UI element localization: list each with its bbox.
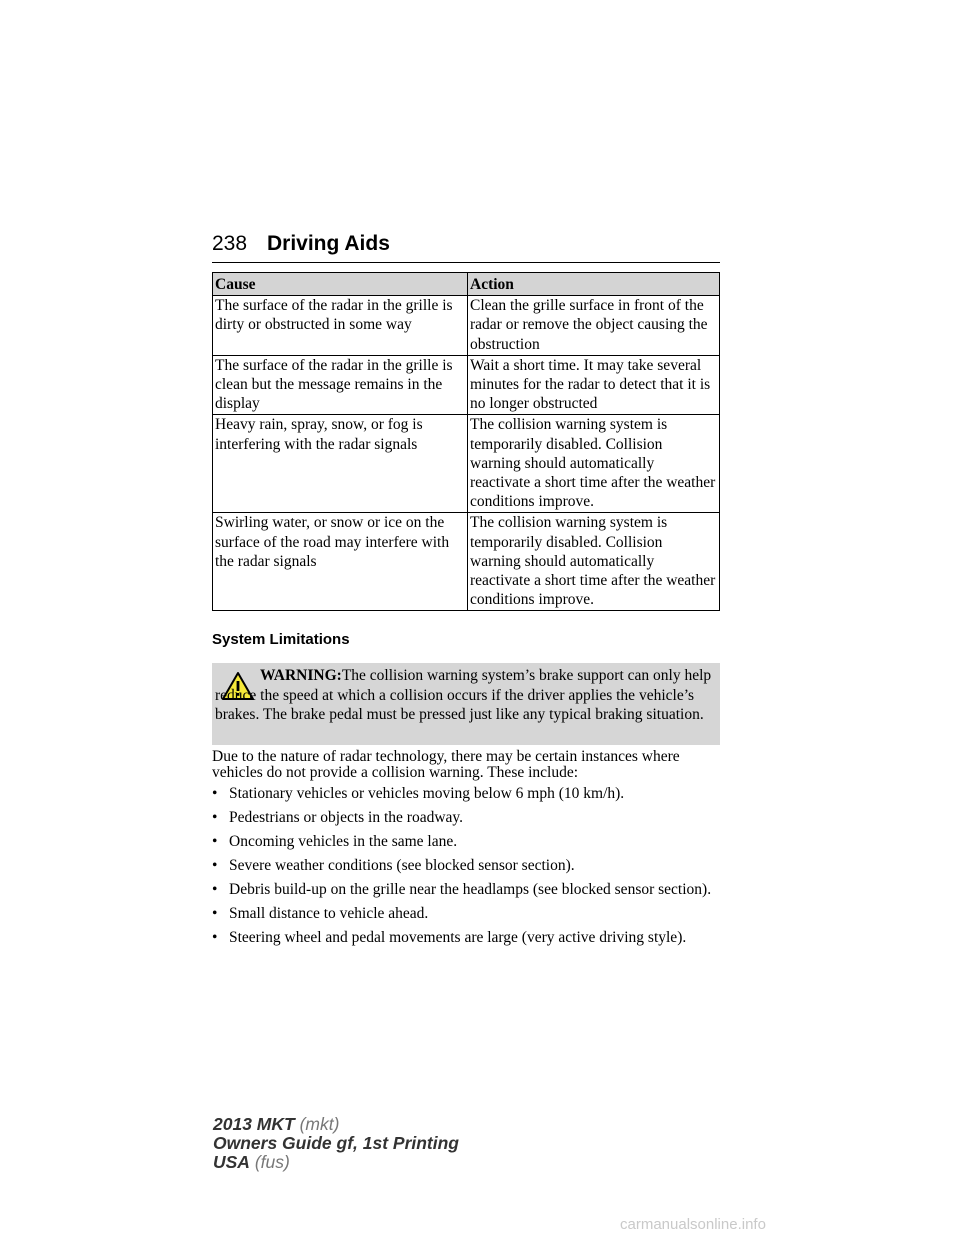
column-header-cause: Cause (213, 273, 468, 296)
bullet-icon: • (212, 929, 218, 946)
bullet-icon: • (212, 905, 218, 922)
section-heading-system-limitations: System Limitations (212, 631, 350, 648)
print-footer (213, 1115, 459, 1172)
footer-line-2 (213, 1134, 459, 1153)
bullet-icon: • (212, 785, 218, 802)
table-row (213, 513, 720, 611)
list-item-text: Debris build-up on the grille near the headlamps (see blocked sensor section). (229, 881, 712, 898)
bullet-icon: • (212, 857, 218, 874)
table-header-row (213, 273, 720, 296)
list-item-text: Small distance to vehicle ahead. (229, 905, 429, 922)
warning-body: The collision warning system’s brake support can only help reduce the speed at which a collision occurs if the driver applies the vehicle’s brakes. The brake pedal must be pressed just like any typical braking situation. (215, 667, 712, 723)
column-header-action: Action (468, 273, 720, 296)
list-item (212, 906, 722, 922)
action-cell: Wait a short time. It may take several minutes for the radar to detect that it is no longer obstructed (468, 355, 720, 415)
bullet-icon: • (212, 833, 218, 850)
intro-paragraph: Due to the nature of radar technology, there may be certain instances where vehicles do not provide a collision warning. These include: (212, 748, 680, 781)
footer-model-code-text: (mkt) (299, 1114, 340, 1134)
watermark: carmanualsonline.info (620, 1216, 766, 1233)
table-row (213, 355, 720, 415)
list-item (212, 810, 722, 826)
footer-model-code (295, 1114, 340, 1134)
cause-cell: The surface of the radar in the grille is dirty or obstructed in some way (213, 296, 468, 356)
warning-box (212, 663, 720, 745)
list-item-text: Steering wheel and pedal movements are large (very active driving style). (229, 929, 687, 946)
footer-market-code (250, 1152, 290, 1172)
cause-cell: The surface of the radar in the grille is clean but the message remains in the display (213, 355, 468, 415)
page-number: 238 (212, 232, 248, 255)
footer-market: USA (213, 1152, 250, 1172)
warning-label: WARNING: (260, 667, 342, 684)
action-cell: The collision warning system is temporarily disabled. Collision warning should automatically reactivate a short time after the weather conditions improve. (468, 513, 720, 611)
table-row (213, 415, 720, 513)
list-item (212, 882, 722, 898)
limitations-list (212, 786, 722, 954)
bullet-icon: • (212, 881, 218, 898)
footer-market-code-text: (fus) (254, 1152, 290, 1172)
cause-cell: Heavy rain, spray, snow, or fog is interfering with the radar signals (213, 415, 468, 513)
list-item-text: Stationary vehicles or vehicles moving below 6 mph (10 km/h). (229, 785, 625, 802)
list-item (212, 858, 722, 874)
warning-text (215, 666, 715, 725)
page-header (212, 232, 720, 263)
footer-line-3 (213, 1153, 459, 1172)
table-row (213, 296, 720, 356)
list-item-text: Pedestrians or objects in the roadway. (229, 809, 464, 826)
cause-action-table (212, 272, 720, 611)
list-item-text: Severe weather conditions (see blocked sensor section). (229, 857, 575, 874)
cause-cell: Swirling water, or snow or ice on the surface of the road may interfere with the radar signals (213, 513, 468, 611)
action-cell: The collision warning system is temporarily disabled. Collision warning should automatically reactivate a short time after the weather conditions improve. (468, 415, 720, 513)
footer-line-1 (213, 1115, 459, 1134)
list-item-text: Oncoming vehicles in the same lane. (229, 833, 458, 850)
bullet-icon: • (212, 809, 218, 826)
list-item (212, 834, 722, 850)
list-item (212, 786, 722, 802)
footer-printing: Owners Guide gf, 1st Printing (213, 1133, 459, 1153)
section-title: Driving Aids (267, 232, 390, 255)
action-cell: Clean the grille surface in front of the radar or remove the object causing the obstruction (468, 296, 720, 356)
list-item (212, 930, 722, 946)
footer-model: 2013 MKT (213, 1114, 295, 1134)
